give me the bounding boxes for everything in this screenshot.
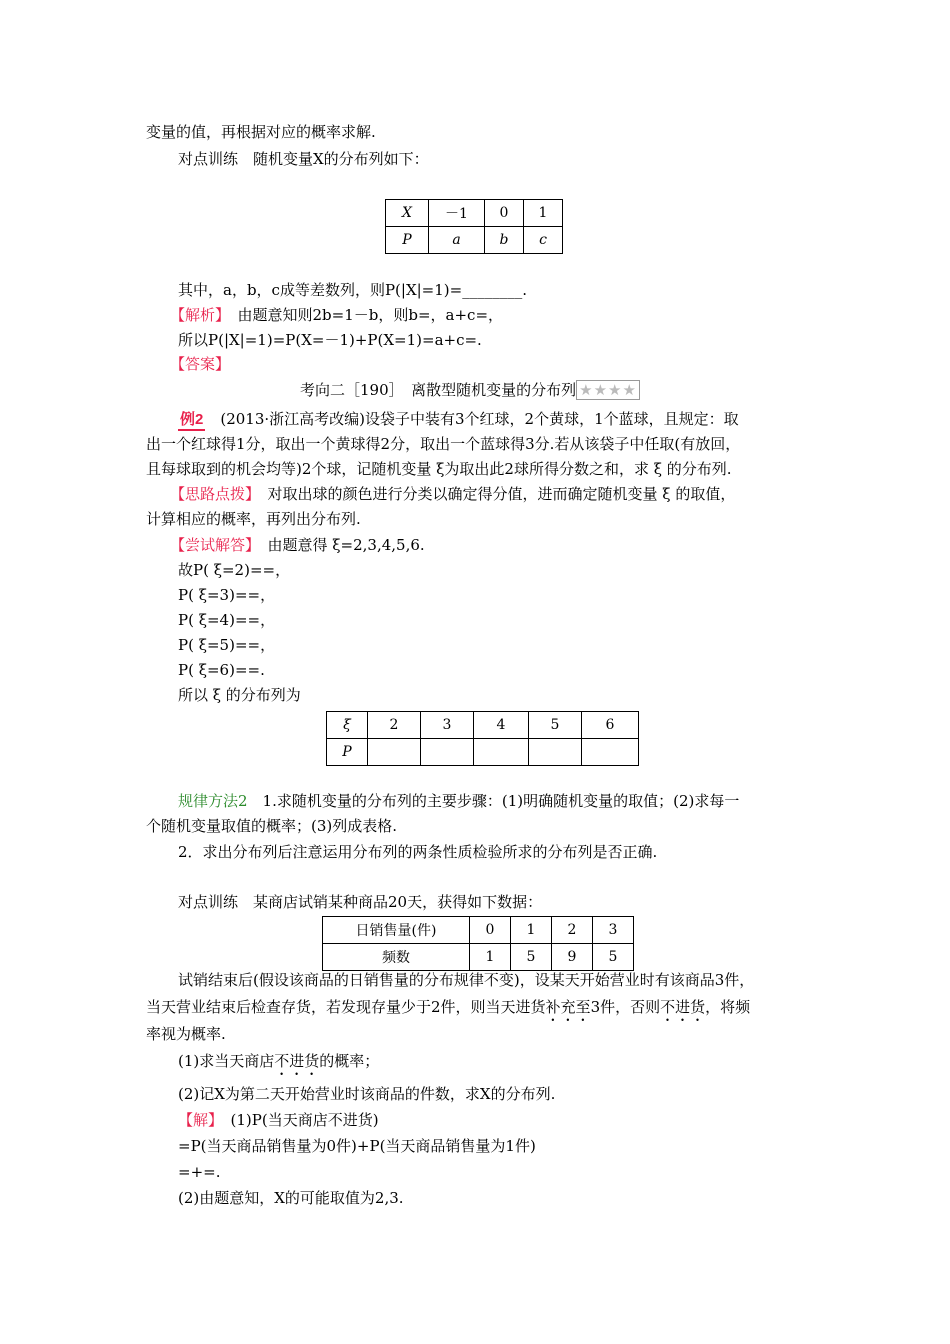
solution-line: [170, 534, 425, 556]
table-cell: 1: [470, 944, 511, 971]
table-cell: 2: [552, 917, 593, 944]
distribution-table-2: [326, 711, 639, 766]
text-line: 且每球取到的机会均等)2个球，记随机变量 ξ为取出此2球所得分数之和，求 ξ 的分布列.: [146, 460, 732, 478]
table-cell: P: [386, 227, 429, 254]
rule-tag: 规律方法2: [178, 792, 248, 810]
table-cell: X: [386, 200, 429, 227]
text-segment: 当天营业结束后检查存货，若发现存量少于2件，则当天进货: [146, 998, 546, 1016]
table-cell: [529, 739, 582, 766]
table-cell: 5: [593, 944, 634, 971]
section-title-text: 考向二［190］ 离散型随机变量的分布列: [300, 381, 577, 399]
emphasis-text: 不进货: [660, 998, 706, 1016]
hint-line: [170, 483, 735, 505]
table-cell: [582, 739, 639, 766]
solution-line: [178, 1109, 379, 1131]
table-cell: 0: [485, 200, 524, 227]
table-row: [386, 227, 563, 254]
table-cell: [421, 739, 474, 766]
table-cell: 5: [511, 944, 552, 971]
try-tag: 【尝试解答】: [170, 536, 253, 554]
text-line: 率视为概率.: [146, 1025, 226, 1043]
table-cell: 频数: [323, 944, 470, 971]
solution-tag: 【解】: [178, 1111, 216, 1129]
text-line: (2)由题意知，X的可能取值为2,3.: [178, 1189, 404, 1207]
table-row: [323, 944, 634, 971]
question-1: [178, 1050, 379, 1079]
table-cell: 6: [582, 712, 639, 739]
example-text: (2013·浙江高考改编)设袋子中装有3个红球，2个黄球，1个蓝球，且规定：取: [205, 410, 739, 428]
example-line: [178, 408, 739, 431]
table-cell: 1: [524, 200, 563, 227]
emphasis-text: 不进货: [274, 1052, 320, 1070]
table-cell: 5: [529, 712, 582, 739]
practice-intro: 对点训练 随机变量X的分布列如下：: [178, 150, 429, 168]
example-badge: 例2: [178, 411, 205, 431]
table-cell: c: [524, 227, 563, 254]
analysis-tag: 【解析】: [170, 306, 223, 324]
hint-tag: 【思路点拨】: [170, 485, 253, 503]
rule-line: [178, 790, 739, 812]
rule-text: 1.求随机变量的分布列的主要步骤：(1)明确随机变量的取值；(2)求每一: [247, 792, 740, 810]
try-text: 由题意得 ξ=2,3,4,5,6.: [252, 536, 425, 554]
text-line: P( ξ=4)==，: [178, 611, 276, 629]
section-title: [300, 379, 640, 401]
table-cell: [368, 739, 421, 766]
table-cell: －1: [429, 200, 485, 227]
sales-frequency-table: [322, 916, 634, 971]
text-line: 变量的值，再根据对应的概率求解.: [146, 123, 376, 141]
text-line: 试销结束后(假设该商品的日销售量的分布规律不变)，设某天开始营业时有该商品3件，: [178, 971, 755, 989]
text-segment: (1)求当天商店: [178, 1052, 275, 1070]
text-line: =+=.: [178, 1163, 221, 1181]
text-line: P( ξ=6)==.: [178, 661, 265, 679]
text-line: 2．求出分布列后注意运用分布列的两条性质检验所求的分布列是否正确.: [178, 843, 658, 861]
question-2: (2)记X为第二天开始营业时该商品的件数，求X的分布列.: [178, 1085, 556, 1103]
text-line: 故P( ξ=2)==，: [178, 561, 291, 579]
table-cell: a: [429, 227, 485, 254]
table-cell: b: [485, 227, 524, 254]
table-cell: 日销售量(件): [323, 917, 470, 944]
text-segment: 3件，否则: [590, 998, 661, 1016]
text-line: 计算相应的概率，再列出分布列.: [146, 510, 361, 528]
answer-tag: 【答案】: [170, 355, 231, 373]
analysis-text: 由题意知则2b=1－b，则b=，a+c=，: [222, 306, 504, 324]
text-segment: ，将频: [705, 998, 751, 1016]
table-row: [386, 200, 563, 227]
table-cell: [474, 739, 529, 766]
text-line: 个随机变量取值的概率；(3)列成表格.: [146, 817, 398, 835]
table-cell: 1: [511, 917, 552, 944]
table-row: [327, 739, 639, 766]
table-cell: 0: [470, 917, 511, 944]
distribution-table-1: [385, 199, 563, 254]
table-row: [323, 917, 634, 944]
table-cell: 3: [421, 712, 474, 739]
table-row: [327, 712, 639, 739]
table-cell: P: [327, 739, 368, 766]
text-line: 出一个红球得1分，取出一个黄球得2分，取出一个蓝球得3分.若从该袋子中任取(有放回，: [146, 435, 741, 453]
emphasis-text: 补充至: [545, 998, 591, 1016]
text-line: [146, 996, 750, 1025]
text-line: P( ξ=3)==，: [178, 586, 276, 604]
analysis-line: [170, 304, 503, 326]
table-cell: 3: [593, 917, 634, 944]
text-line: =P(当天商品销售量为0件)+P(当天商品销售量为1件): [178, 1137, 536, 1155]
practice-intro: 对点训练 某商店试销某种商品20天，获得如下数据：: [178, 893, 543, 911]
text-line: 其中，a，b，c成等差数列，则P(|X|=1)=________.: [178, 281, 527, 299]
hint-text: 对取出球的颜色进行分类以确定得分值，进而确定随机变量 ξ 的取值，: [252, 485, 736, 503]
table-cell: 9: [552, 944, 593, 971]
text-line: 所以P(|X|=1)=P(X=－1)+P(X=1)=a+c=.: [178, 331, 482, 349]
table-cell: 2: [368, 712, 421, 739]
text-line: 所以 ξ 的分布列为: [178, 686, 301, 704]
solution-text: (1)P(当天商店不进货): [215, 1111, 379, 1129]
text-segment: 的概率；: [319, 1052, 380, 1070]
text-line: P( ξ=5)==，: [178, 636, 276, 654]
star-rating-icon: ★★★★: [576, 380, 640, 400]
table-cell: 4: [474, 712, 529, 739]
table-cell: ξ: [327, 712, 368, 739]
